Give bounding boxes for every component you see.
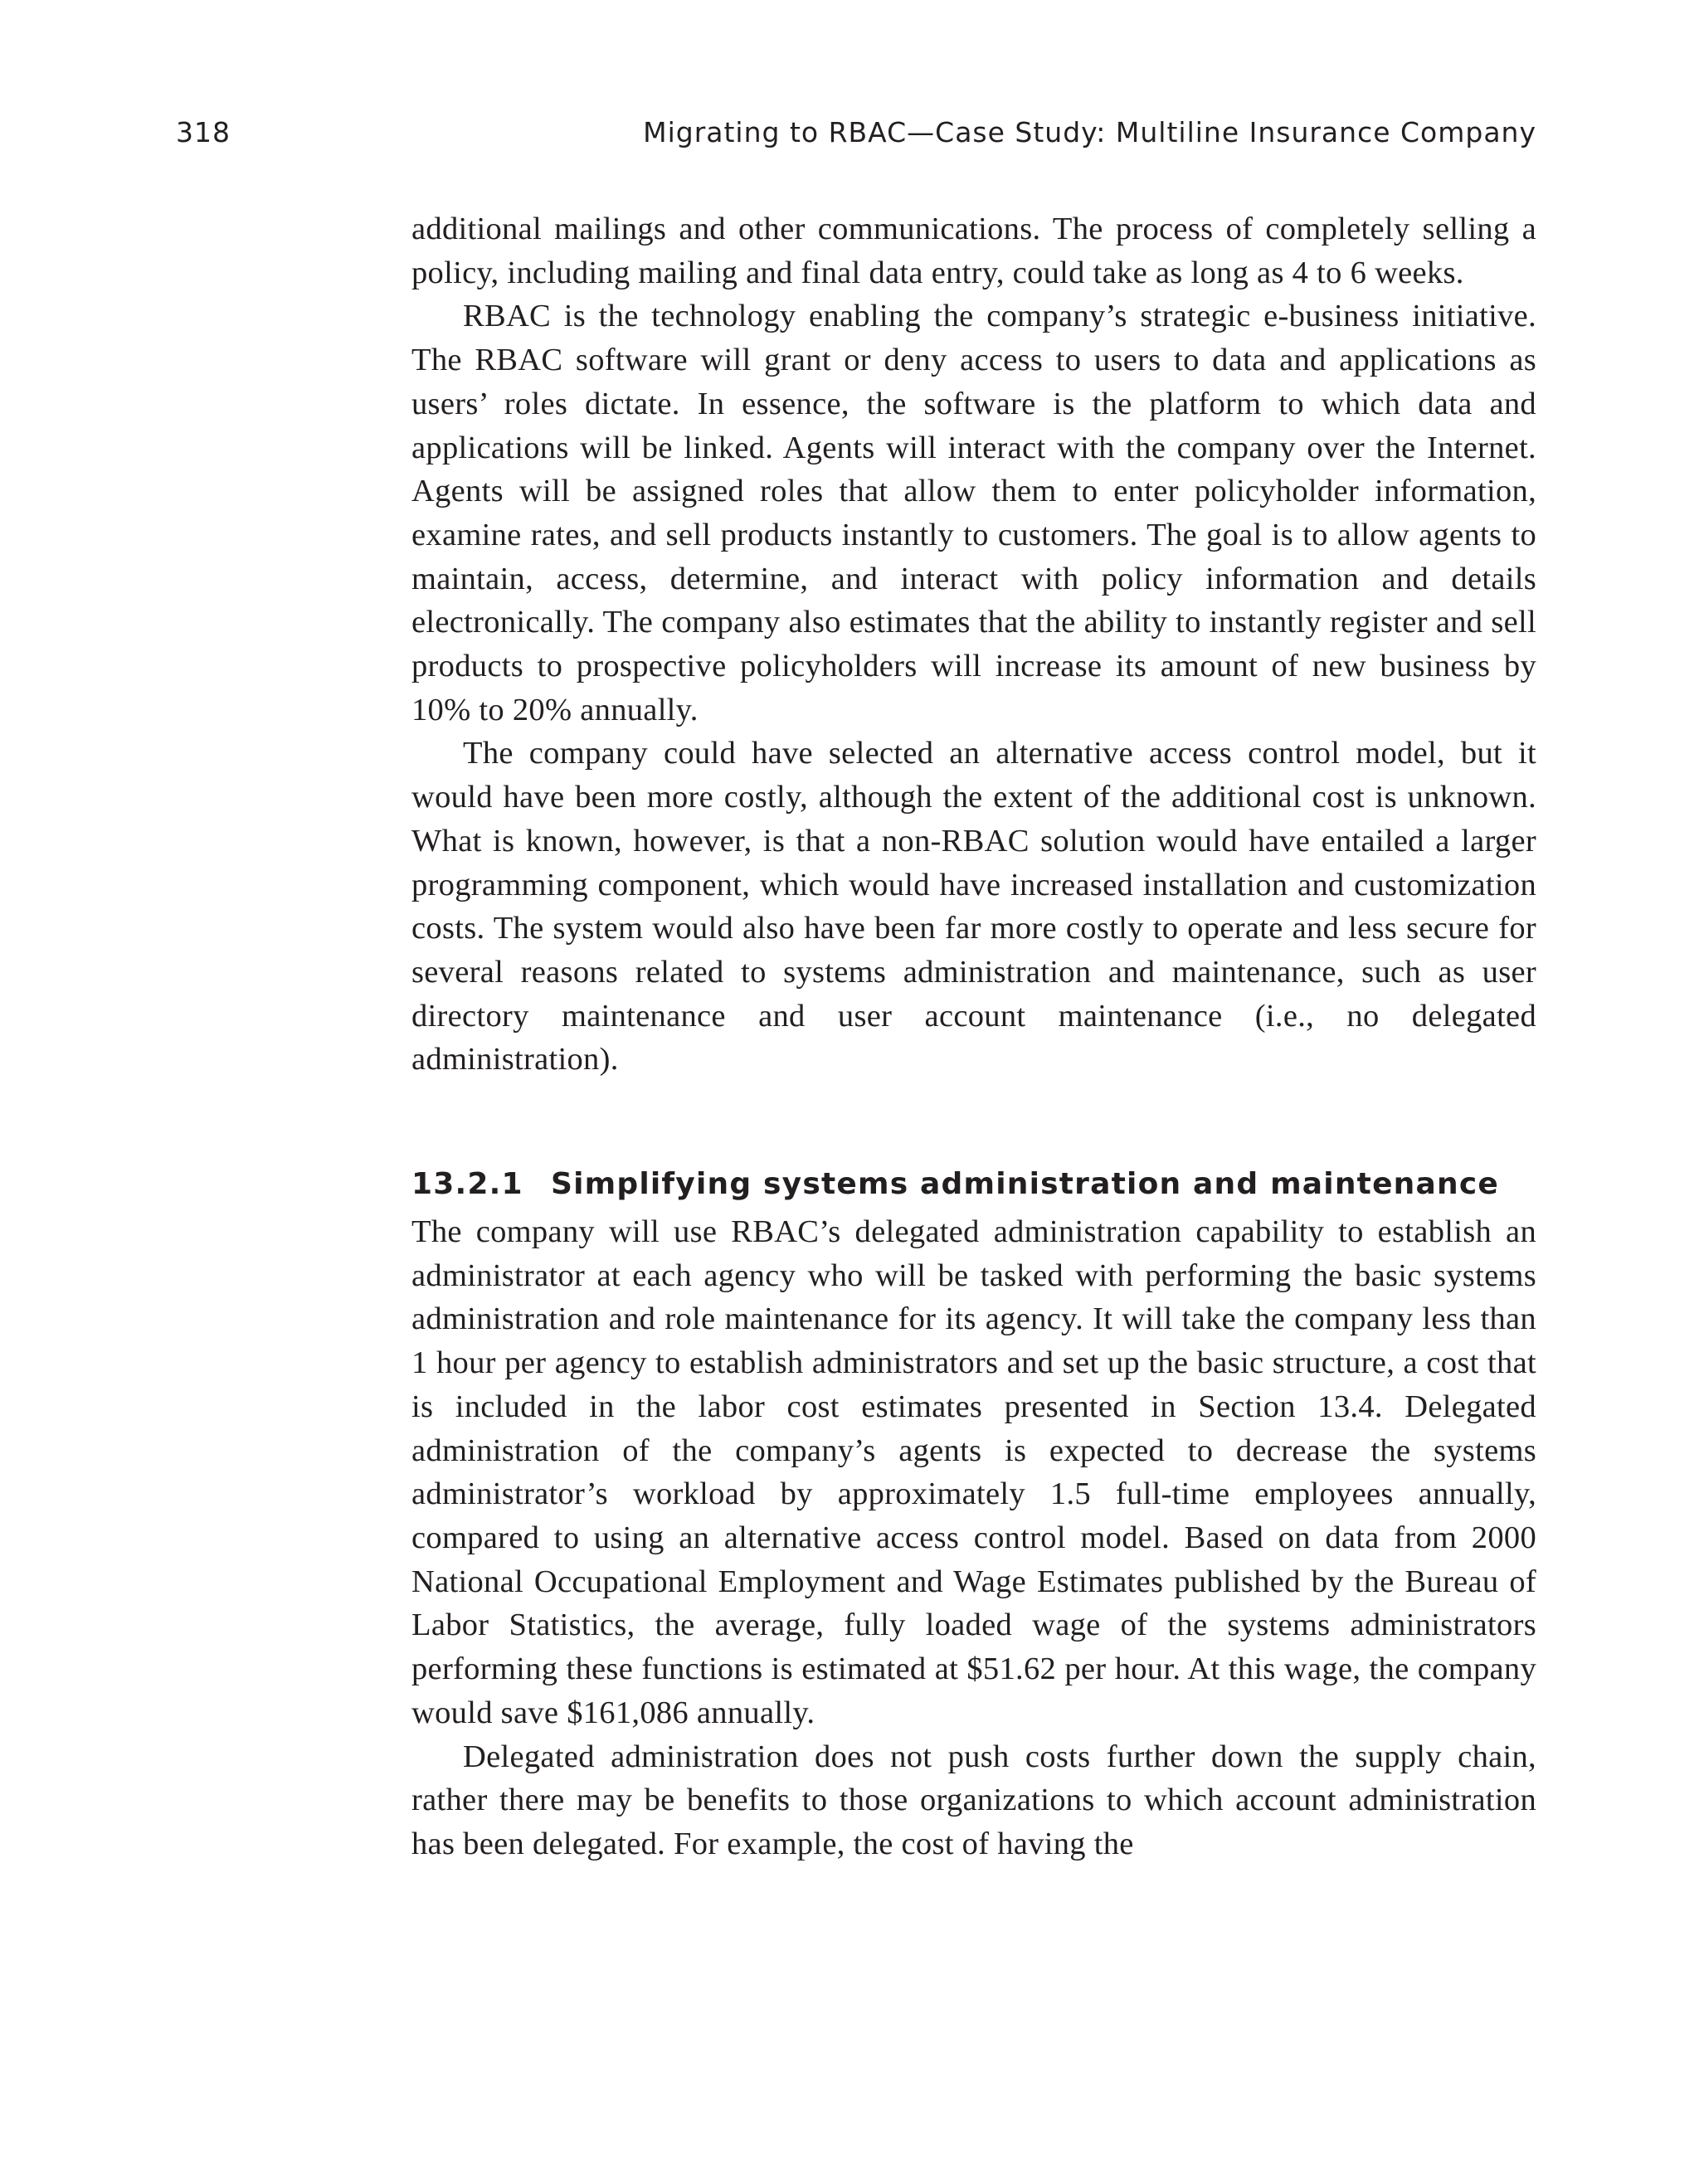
paragraph-alternative-model: The company could have selected an alternative access control model, but it would have been more costly, although the extent of the additional cost is unknown. What is known, however, is that a non-RBAC solution would have entailed a larger programming component, which would have increased installation and customization costs. The system would also have been far more costly to operate and less secure for several reasons related to systems administration and maintenance, such as user directory maintenance and user account maintenance (i.e., no delegated administration). — [411, 736, 1536, 1077]
section-title: Simplifying systems administration and maintenance — [551, 1167, 1499, 1202]
page-number: 318 — [176, 116, 231, 148]
running-title: Migrating to RBAC—Case Study: Multiline Insurance Company — [643, 116, 1536, 148]
paragraph-supply-chain: Delegated administration does not push costs further down the supply chain, rather there may be benefits to those organizations to which account administration has been delegated. For example, the cost of having the — [411, 1739, 1536, 1861]
paragraph-continued: additional mailings and other communications. The process of completely selling a policy, including mailing and final data entry, could take as long as 4 to 6 weeks. — [411, 212, 1536, 290]
section-heading — [411, 1163, 1536, 1206]
section-number: 13.2.1 — [411, 1167, 523, 1202]
running-header — [176, 116, 1536, 158]
body-text — [411, 207, 1536, 1866]
paragraph-rbac-technology: RBAC is the technology enabling the company’s strategic e-business initiative. The RBAC software will grant or deny access to users to data and applications as users’ roles dictate. In essence, the software is the platform to which data and applications will be linked. Agents will interact with the company over the Internet. Agents will be assigned roles that allow them to enter policyholder information, examine rates, and sell products instantly to customers. The goal is to allow agents to maintain, access, determine, and interact with policy information and details electronically. The company also estimates that the ability to instantly register and sell products to prospective policyholders will increase its amount of new business by 10% to 20% annually. — [411, 299, 1536, 727]
paragraph-delegated-capability: The company will use RBAC’s delegated administration capability to establish an administrator at each agency who will be tasked with performing the basic systems administration and role maintenance for its agency. It will take the company less than 1 hour per agency to establish administrators and set up the basic structure, a cost that is included in the labor cost estimates presented in Section 13.4. Delegated administration of the company’s agents is expected to decrease the systems administrator’s workload by approximately 1.5 full-time employees annually, compared to using an alternative access control model. Based on data from 2000 National Occupational Employment and Wage Estimates published by the Bureau of Labor Statistics, the average, fully loaded wage of the systems administrators performing these functions is estimated at $51.62 per hour. At this wage, the company would save $161,086 annually. — [411, 1214, 1536, 1730]
